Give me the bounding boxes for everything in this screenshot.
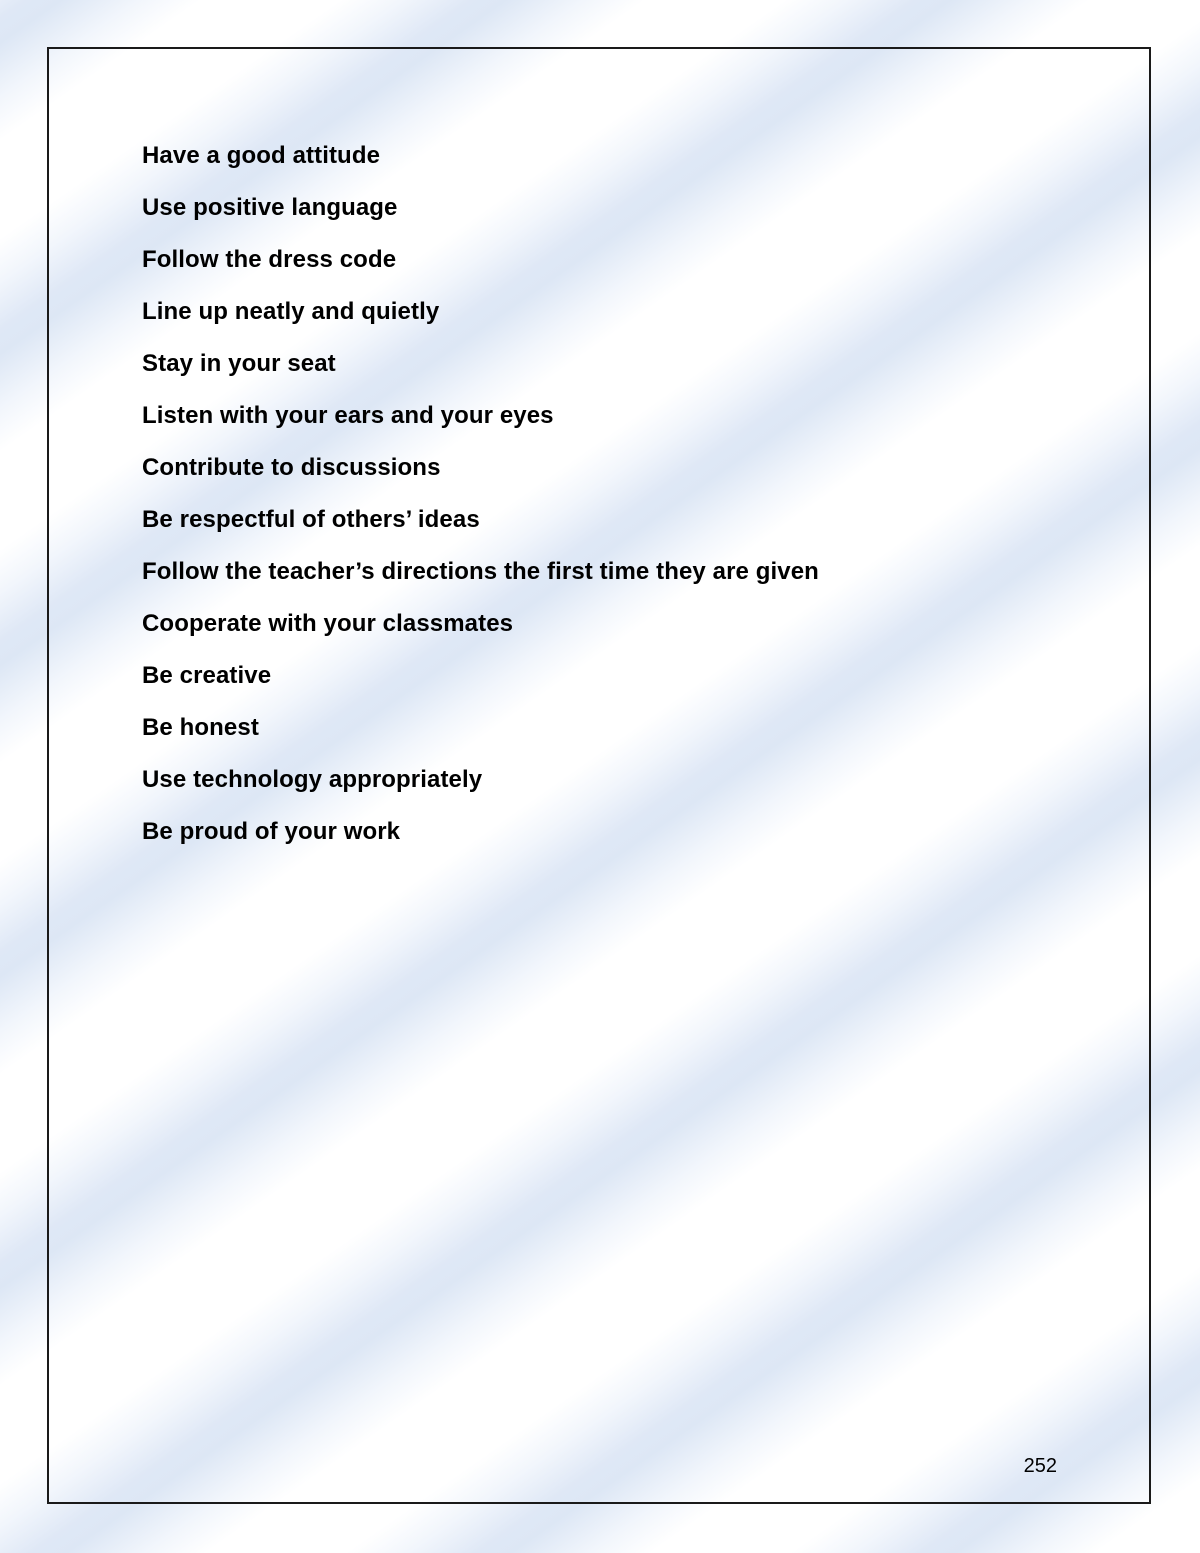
rule-item: Contribute to discussions (142, 454, 441, 481)
rule-item: Follow the teacher’s directions the first time they are given (142, 558, 819, 585)
rule-item: Use positive language (142, 194, 398, 221)
rules-list (142, 141, 819, 869)
rule-item: Be honest (142, 714, 259, 741)
rule-item: Be respectful of others’ ideas (142, 506, 480, 533)
page-number: 252 (1023, 1455, 1057, 1477)
page-border (47, 47, 1151, 1504)
rule-item: Use technology appropriately (142, 766, 483, 793)
rule-item: Cooperate with your classmates (142, 610, 514, 637)
rule-item: Stay in your seat (142, 350, 336, 377)
rule-item: Follow the dress code (142, 246, 397, 273)
rule-item: Have a good attitude (142, 142, 381, 169)
rule-item: Line up neatly and quietly (142, 298, 440, 325)
rule-item: Be creative (142, 662, 272, 689)
rule-item: Listen with your ears and your eyes (142, 402, 554, 429)
rule-item: Be proud of your work (142, 818, 401, 845)
